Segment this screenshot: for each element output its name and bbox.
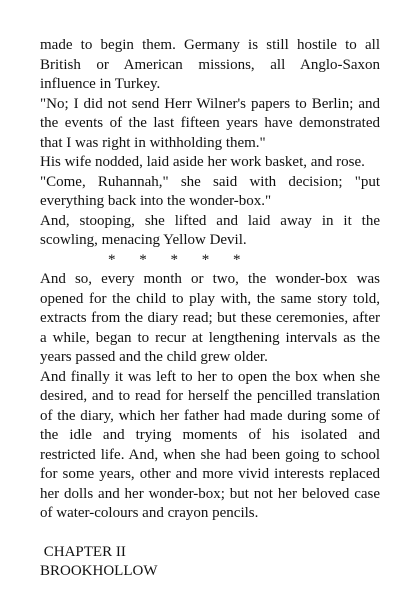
paragraph-4: "Come, Ruhannah," she said with decision; "put everything back into the wonder-box." bbox=[40, 173, 380, 209]
paragraph-7: And finally it was left to her to open the box when she desired, and to read for herself the pencilled translation of the diary, which her father had made during some of the idle and trying moments of his isolated and restricted life. And, when she had been going to school for some years, other and more vivid interests replaced her dolls and her wonder-box; but not her beloved case of water-colours and crayon pencils. bbox=[40, 368, 380, 521]
paragraph-1: made to begin them. Germany is still hostile to all British or American missions, all Anglo-Saxon influence in Turkey. bbox=[40, 37, 380, 92]
document-page bbox=[40, 36, 380, 582]
chapter-title: BROOKHOLLOW bbox=[40, 563, 158, 579]
chapter-number-text: CHAPTER II bbox=[43, 543, 126, 560]
paragraph-6: And so, every month or two, the wonder-box was opened for the child to play with, the same story told, extracts from the diary read; but these ceremonies, after a while, began to recur at lengthening intervals as the years passed and the child grew older. bbox=[40, 271, 380, 365]
chapter-number bbox=[40, 543, 380, 563]
section-separator: * * * * * bbox=[108, 251, 241, 268]
paragraph-5: And, stooping, she lifted and laid away in it the scowling, menacing Yellow Devil. bbox=[40, 212, 380, 248]
paragraph-3: His wife nodded, laid aside her work basket, and rose. bbox=[40, 154, 365, 170]
paragraph-2: "No; I did not send Herr Wilner's papers to Berlin; and the events of the last fifteen years have demonstrated that I was right in withholding them." bbox=[40, 95, 380, 151]
spacer bbox=[40, 524, 380, 543]
